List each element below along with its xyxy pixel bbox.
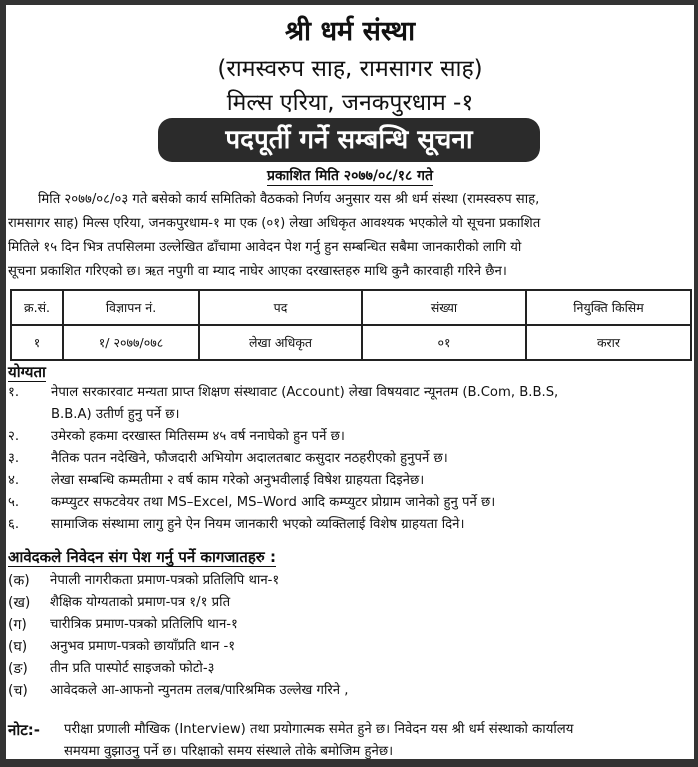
note-label: नोट:- [8,721,40,739]
published-date: प्रकाशित मिति २०७७/०८/१८ गते [266,168,434,184]
list-item [6,382,692,404]
organization-subtitle: (रामस्वरुप साह, रामसागर साह) [217,56,483,82]
item-text: शैक्षिक योग्यताको प्रमाण-पत्र १/१ प्रति [50,595,231,610]
note-text-continued: समयमा वुझाउनु पर्ने छ। परिक्षाको समय संस्थाले तोके बमोजिम हुनेछ। [64,744,394,759]
note-text: परीक्षा प्रणाली मौखिक (Interview) तथा प्रयोगात्मक समेत हुने छ। निवेदन यस श्री धर्म संस्थाको कार्यालय [64,722,574,737]
item-text: नैतिक पतन नदेखिने, फौजदारी अभियोग अदालतबाट कसुदार नठहरीएको हुनुपर्ने छ। [51,451,448,466]
cell-post: लेखा अधिकृत [199,325,362,360]
item-number: (घ) [8,639,28,655]
item-number: २. [8,429,20,444]
list-item [6,470,692,492]
organization-address: मिल्स एरिया, जनकपुरधाम -१ [226,90,474,116]
item-number: ६. [8,517,20,532]
list-item [6,448,692,470]
body-line: मितिले १५ दिन भित्र तपसिलमा उल्लेखित ढाँचामा आवेदन पेश गर्नु हुन सम्बन्धित सबैमा जानकारीको लागि यो [8,240,522,255]
notice-title: पदपूर्ती गर्ने सम्बन्धि सूचना [225,125,473,155]
list-item [6,492,692,514]
item-text: कम्प्युटर सफटवेयर तथा MS–Excel, MS–Word आदि कम्प्युटर प्रोग्राम जानेको हुनु पर्ने छ। [51,495,496,510]
item-number: (ग) [8,617,27,633]
item-text: अनुभव प्रमाण-पत्रको छायाँप्रति थान -१ [50,639,236,654]
header-ad-number: विज्ञापन नं. [63,290,199,325]
vacancy-table [10,289,692,361]
item-number: (च) [8,683,28,699]
list-item [6,680,692,702]
item-text: लेखा सम्बन्धि कम्मतीमा २ वर्ष काम गरेको अनुभवीलाई विषेश ग्राहयता दिइनेछ। [51,473,425,488]
cell-ad-number: १/ २०७७/०७८ [63,325,199,360]
item-number: ५. [8,495,20,510]
item-text-continued: B.B.A) उतीर्ण हुनु पर्ने छ। [51,407,180,422]
item-text: नेपाली नागरीकता प्रमाण-पत्रको प्रतिलिपि थान-१ [50,573,280,588]
documents-heading: आवेदकले निवेदन संग पेश गर्नु पर्ने कागजातहरु : [8,548,276,566]
item-number: (क) [8,573,30,589]
body-line: रामसागर साह) मिल्स एरिया, जनकपुरधाम-१ मा एक (०१) लेखा अधिकृत आवश्यक भएकोले यो सूचना प्रकाशित [8,216,541,231]
item-text: सामाजिक संस्थामा लागु हुने ऐन नियम जानकारी भएको व्यक्तिलाई विशेष ग्राहयता दिने। [51,517,465,532]
header-appointment-type: नियुक्ति किसिम [526,290,691,325]
qualifications-list [6,382,692,536]
notice-page [6,5,694,759]
header-post: पद [199,290,362,325]
qualifications-heading: योग्यता [8,363,46,381]
table-header-row [11,290,691,325]
cell-count: ०१ [362,325,526,360]
notice-body [8,188,692,284]
item-text: तीन प्रति पास्पोर्ट साइजको फोटो-३ [50,661,215,676]
list-item [6,592,692,614]
item-text: चारीत्रिक प्रमाण-पत्रको प्रतिलिपि थान-१ [50,617,238,632]
list-item [6,426,692,448]
item-number: (ख) [8,595,31,611]
list-item [6,658,692,680]
header-count: संख्या [362,290,526,325]
notice-title-banner [158,118,540,162]
body-line: मिति २०७७/०८/०३ गते बसेको कार्य समितिको वैठकको निर्णय अनुसार यस श्री धर्म संस्था (रामस्वरुप साह, [38,192,540,207]
documents-list [6,570,692,702]
list-item [6,514,692,536]
note-row [8,719,694,741]
item-number: १. [8,385,20,400]
cell-serial: १ [11,325,63,360]
header-serial: क्र.सं. [11,290,63,325]
list-item [6,570,692,592]
table-row [11,325,691,360]
item-number: ३. [8,451,20,466]
list-item [6,614,692,636]
published-date-line [6,167,694,185]
item-text: नेपाल सरकारवाट मन्यता प्राप्त शिक्षण संस्थावाट (Account) लेखा विषयवाट न्यूनतम (B.Com, B.B.S, [51,385,559,400]
list-item [6,636,692,658]
note-section [8,719,694,759]
cell-appointment-type: करार [526,325,691,360]
item-number: ४. [8,473,20,488]
item-text: आवेदकले आ-आफनो न्युनतम तलब/पारिश्रमिक उल्लेख गरिने , [50,683,349,698]
organization-name: श्री धर्म संस्था [284,16,416,47]
body-line: सूचना प्रकाशित गरिएको छ। ऋत नपुगी वा म्याद नाघेर आएका दरखास्तहरु माथि कुनै कारवाही गरिने छैन। [8,264,507,279]
item-text: उमेरको हकमा दरखास्त मितिसम्म ४५ वर्ष ननाघेको हुन पर्ने छ। [51,429,345,444]
item-number: (ङ) [8,661,28,677]
